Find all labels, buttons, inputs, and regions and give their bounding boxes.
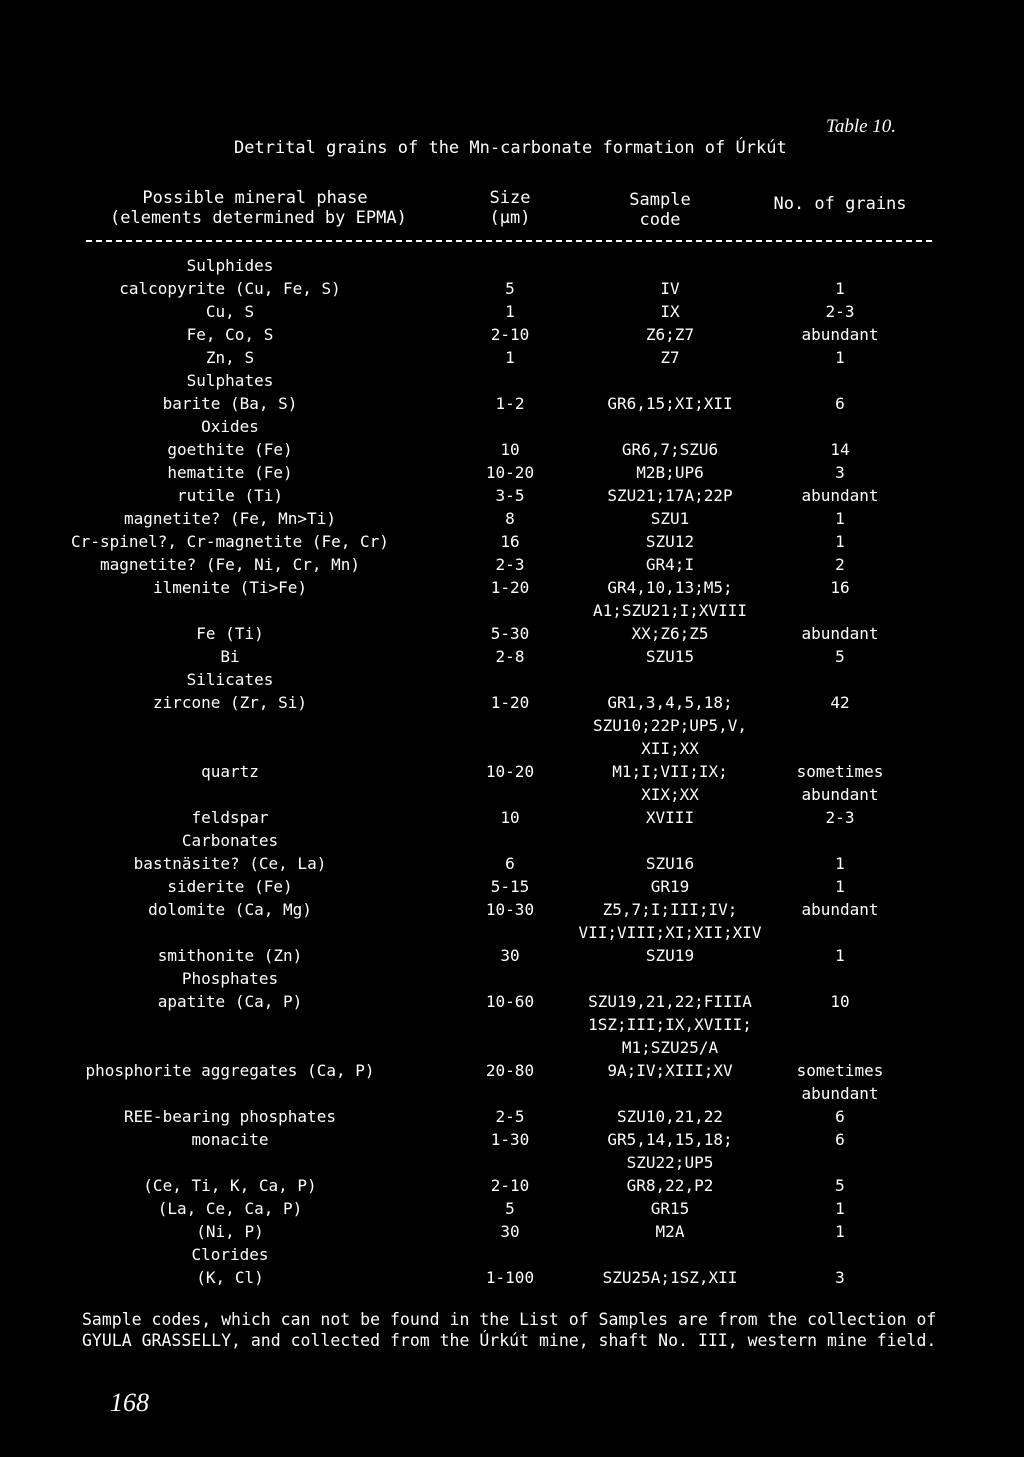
cell-grains: 5 [835, 647, 845, 666]
cell-grains: 6 [835, 1130, 845, 1149]
cell-phase: quartz [201, 762, 259, 781]
cell-grains: 6 [835, 1107, 845, 1126]
cell-grains: 1 [835, 854, 845, 873]
cell-grains: 2-3 [825, 808, 855, 827]
cell-sample-code: GR4;I [645, 555, 695, 574]
cell-size: 5-30 [490, 624, 530, 643]
table-row [0, 1061, 1024, 1085]
table-row [0, 325, 1024, 349]
page-title: Detrital grains of the Mn-carbonate formation of Úrkút [234, 138, 787, 158]
table-row [0, 1107, 1024, 1131]
cell-sample-code: GR4,10,13;M5; [607, 578, 733, 597]
cell-phase: REE-bearing phosphates [124, 1107, 336, 1126]
cell-phase: ilmenite (Ti>Fe) [152, 578, 308, 597]
table-row [0, 417, 1024, 441]
table-row [0, 1015, 1024, 1039]
cell-phase: zircone (Zr, Si) [152, 693, 308, 712]
cell-sample-code: SZU16 [645, 854, 695, 873]
cell-size: 2-3 [495, 555, 525, 574]
table-row [0, 394, 1024, 418]
cell-phase: Phosphates [181, 969, 279, 988]
cell-grains: abundant [801, 325, 879, 344]
table-row [0, 808, 1024, 832]
cell-sample-code: XVIII [645, 808, 695, 827]
table-row [0, 831, 1024, 855]
cell-size: 16 [500, 532, 520, 551]
cell-sample-code: Z6;Z7 [645, 325, 695, 344]
cell-size: 10-20 [485, 762, 535, 781]
cell-phase: magnetite? (Fe, Ni, Cr, Mn) [99, 555, 361, 574]
cell-size: 30 [500, 946, 520, 965]
cell-grains: 14 [830, 440, 850, 459]
cell-grains: 2 [835, 555, 845, 574]
cell-sample-code: GR19 [650, 877, 690, 896]
cell-phase: (La, Ce, Ca, P) [157, 1199, 303, 1218]
table-row [0, 739, 1024, 763]
cell-grains: 5 [835, 1176, 845, 1195]
table-row [0, 1038, 1024, 1062]
cell-size: 10-30 [485, 900, 535, 919]
cell-grains: 2-3 [825, 302, 855, 321]
header-phase [110, 188, 407, 228]
cell-sample-code: M1;SZU25/A [621, 1038, 719, 1057]
cell-size: 10-20 [485, 463, 535, 482]
cell-grains: abundant [801, 900, 879, 919]
cell-grains: 1 [835, 348, 845, 367]
cell-sample-code: XX;Z6;Z5 [631, 624, 709, 643]
header-sample-line2: code [639, 210, 681, 230]
cell-sample-code: A1;SZU21;I;XVIII [592, 601, 748, 620]
table-row [0, 1245, 1024, 1269]
cell-grains: 1 [835, 877, 845, 896]
cell-phase: Fe (Ti) [196, 624, 264, 643]
cell-size: 5-15 [490, 877, 530, 896]
cell-sample-code: XII;XX [641, 739, 699, 758]
table-row [0, 969, 1024, 993]
cell-grains: abundant [801, 624, 879, 643]
table-row [0, 877, 1024, 901]
table-row [0, 1222, 1024, 1246]
header-grains: No. of grains [773, 194, 907, 214]
cell-size: 1-2 [495, 394, 525, 413]
cell-phase: (K, Cl) [196, 1268, 264, 1287]
cell-sample-code: XIX;XX [641, 785, 699, 804]
cell-sample-code: Z5,7;I;III;IV; [602, 900, 738, 919]
cell-grains: abundant [801, 785, 879, 804]
cell-grains: 6 [835, 394, 845, 413]
table-row [0, 440, 1024, 464]
cell-phase: Fe, Co, S [186, 325, 274, 344]
table-row [0, 670, 1024, 694]
cell-sample-code: 1SZ;III;IX,XVIII; [588, 1015, 752, 1034]
header-size-line1: Size [489, 188, 531, 208]
cell-grains: 1 [835, 532, 845, 551]
cell-grains: 10 [830, 992, 850, 1011]
cell-grains: 16 [830, 578, 850, 597]
cell-size: 2-5 [495, 1107, 525, 1126]
cell-grains: abundant [801, 486, 879, 505]
table-row [0, 578, 1024, 602]
table-row [0, 946, 1024, 970]
cell-size: 1 [505, 302, 515, 321]
cell-phase: barite (Ba, S) [162, 394, 298, 413]
cell-phase: rutile (Ti) [177, 486, 283, 505]
cell-sample-code: VII;VIII;XI;XII;XIV [578, 923, 762, 942]
cell-phase: Carbonates [181, 831, 279, 850]
table-row [0, 601, 1024, 625]
cell-phase: magnetite? (Fe, Mn>Ti) [124, 509, 336, 528]
cell-phase: smithonite (Zn) [157, 946, 303, 965]
cell-phase: (Ni, P) [196, 1222, 264, 1241]
table-row [0, 900, 1024, 924]
cell-size: 5 [505, 279, 515, 298]
cell-sample-code: GR5,14,15,18; [607, 1130, 733, 1149]
cell-size: 2-10 [490, 325, 530, 344]
cell-sample-code: GR6,7;SZU6 [621, 440, 719, 459]
table-row [0, 854, 1024, 878]
cell-sample-code: Z7 [660, 348, 680, 367]
cell-grains: sometimes [796, 762, 884, 781]
cell-phase: Sulphides [186, 256, 274, 275]
cell-size: 1-20 [490, 578, 530, 597]
cell-sample-code: GR1,3,4,5,18; [607, 693, 733, 712]
table-row [0, 1084, 1024, 1108]
cell-phase: bastnäsite? (Ce, La) [133, 854, 327, 873]
cell-phase: Oxides [201, 417, 259, 436]
cell-sample-code: GR8,22,P2 [626, 1176, 714, 1195]
cell-size: 5 [505, 1199, 515, 1218]
table-row [0, 785, 1024, 809]
cell-sample-code: SZU10;22P;UP5,V, [592, 716, 748, 735]
cell-phase: Clorides [191, 1245, 269, 1264]
cell-phase: dolomite (Ca, Mg) [148, 900, 312, 919]
table-row [0, 923, 1024, 947]
cell-sample-code: M1;I;VII;IX; [612, 762, 728, 781]
cell-phase: monacite [191, 1130, 269, 1149]
header-phase-line2: (elements determined by EPMA) [110, 208, 407, 228]
cell-sample-code: 9A;IV;XIII;XV [607, 1061, 733, 1080]
cell-sample-code: SZU12 [645, 532, 695, 551]
cell-size: 20-80 [485, 1061, 535, 1080]
footnote: Sample codes, which can not be found in the List of Samples are from the collection of GYULA GRASSELLY, and collected from the Úrkút mine, shaft No. III, western mine field. [82, 1310, 937, 1350]
table-row [0, 279, 1024, 303]
cell-sample-code: IV [660, 279, 680, 298]
cell-sample-code: SZU25A;1SZ,XII [602, 1268, 738, 1287]
cell-phase: calcopyrite (Cu, Fe, S) [119, 279, 341, 298]
cell-size: 2-8 [495, 647, 525, 666]
cell-size: 1-30 [490, 1130, 530, 1149]
table-row [0, 647, 1024, 671]
cell-phase: Zn, S [205, 348, 255, 367]
cell-sample-code: GR6,15;XI;XII [607, 394, 733, 413]
cell-sample-code: SZU22;UP5 [626, 1153, 714, 1172]
header-rule [86, 240, 932, 242]
cell-size: 8 [505, 509, 515, 528]
cell-sample-code: SZU19 [645, 946, 695, 965]
cell-phase: (Ce, Ti, K, Ca, P) [143, 1176, 317, 1195]
cell-phase: feldspar [191, 808, 269, 827]
cell-sample-code: M2B;UP6 [636, 463, 704, 482]
cell-size: 1-20 [490, 693, 530, 712]
header-sample [595, 190, 725, 230]
table-row [0, 532, 1024, 556]
cell-grains: 3 [835, 1268, 845, 1287]
cell-grains: 1 [835, 279, 845, 298]
table-row [0, 348, 1024, 372]
cell-size: 30 [500, 1222, 520, 1241]
cell-sample-code: SZU21;17A;22P [607, 486, 733, 505]
table-row [0, 1199, 1024, 1223]
page-number: 168 [110, 1388, 149, 1417]
table-row [0, 302, 1024, 326]
cell-grains: 3 [835, 463, 845, 482]
cell-grains: 42 [830, 693, 850, 712]
cell-phase: hematite (Fe) [167, 463, 293, 482]
cell-grains: 1 [835, 946, 845, 965]
table-row [0, 716, 1024, 740]
table-row [0, 1176, 1024, 1200]
table-row [0, 256, 1024, 280]
cell-grains: 1 [835, 1222, 845, 1241]
cell-sample-code: SZU19,21,22;FIIIA [588, 992, 752, 1011]
cell-phase: Sulphates [186, 371, 274, 390]
cell-size: 3-5 [495, 486, 525, 505]
cell-grains: 1 [835, 509, 845, 528]
cell-size: 10 [500, 440, 520, 459]
cell-phase: phosphorite aggregates (Ca, P) [85, 1061, 375, 1080]
cell-size: 1 [505, 348, 515, 367]
header-size [460, 188, 560, 228]
cell-grains: 1 [835, 1199, 845, 1218]
table-row [0, 509, 1024, 533]
table-row [0, 992, 1024, 1016]
cell-sample-code: IX [660, 302, 680, 321]
cell-sample-code: M2A [655, 1222, 685, 1241]
header-size-line2: (µm) [489, 208, 531, 228]
cell-phase: Cu, S [205, 302, 255, 321]
cell-size: 10 [500, 808, 520, 827]
table-row [0, 762, 1024, 786]
cell-sample-code: SZU10,21,22 [617, 1107, 723, 1126]
cell-phase: Bi [220, 647, 240, 666]
cell-size: 6 [505, 854, 515, 873]
header-phase-line1: Possible mineral phase [142, 188, 368, 208]
cell-grains: abundant [801, 1084, 879, 1103]
cell-phase: apatite (Ca, P) [157, 992, 303, 1011]
cell-phase: Silicates [186, 670, 274, 689]
table-row [0, 1130, 1024, 1154]
table-row [0, 371, 1024, 395]
table-row [0, 1268, 1024, 1292]
table-label: Table 10. [826, 116, 897, 137]
table-row [0, 555, 1024, 579]
cell-size: 1-100 [485, 1268, 535, 1287]
cell-grains: sometimes [796, 1061, 884, 1080]
cell-size: 10-60 [485, 992, 535, 1011]
cell-size: 2-10 [490, 1176, 530, 1195]
cell-phase: siderite (Fe) [167, 877, 293, 896]
header-sample-line1: Sample [629, 190, 691, 210]
cell-sample-code: GR15 [650, 1199, 690, 1218]
table-row [0, 624, 1024, 648]
table-row [0, 486, 1024, 510]
table-row [0, 463, 1024, 487]
table-row [0, 693, 1024, 717]
cell-sample-code: SZU1 [650, 509, 690, 528]
cell-sample-code: SZU15 [645, 647, 695, 666]
cell-phase: goethite (Fe) [167, 440, 293, 459]
cell-phase: Cr-spinel?, Cr-magnetite (Fe, Cr) [71, 532, 389, 551]
table-row [0, 1153, 1024, 1177]
